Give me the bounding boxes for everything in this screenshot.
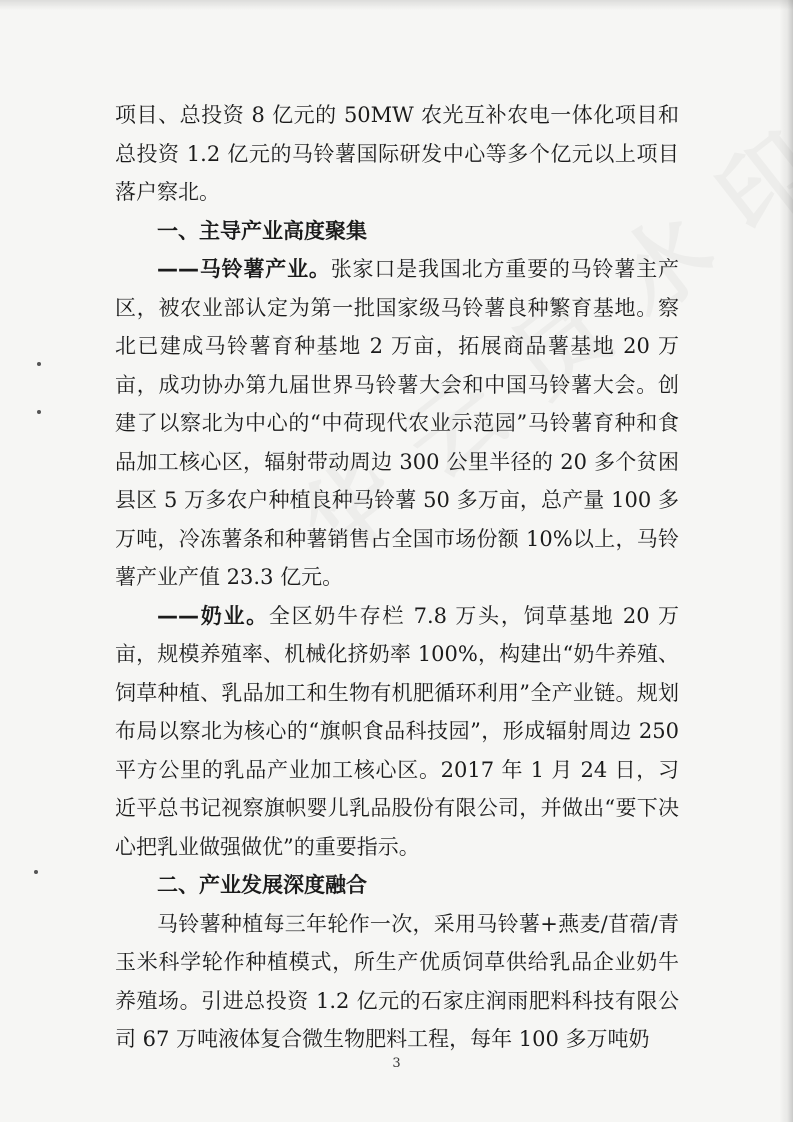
paragraph <box>115 250 679 597</box>
paragraph-text: 张家口是我国北方重要的马铃薯主产区，被农业部认定为第一批国家级马铃薯良种繁育基地。察北已建成马铃薯育种基地 2 万亩，拓展商品薯基地 20 万亩，成功协办第九届世界马铃薯大会和中国马铃薯大会。创建了以察北为中心的“中荷现代农业示范园”马铃薯育种和食品加工核心区，辐射带动周边 300 公里半径的 20 多个贫困县区 5 万多农户种植良种马铃薯 50 多万亩，总产量 100 多万吨，冷冻薯条和种薯销售占全国市场份额 10%以上，马铃薯产业产值 23.3 亿元。 <box>115 257 680 589</box>
paragraph: 项目、总投资 8 亿元的 50MW 农光互补农电一体化项目和总投资 1.2 亿元的马铃薯国际研发中心等多个亿元以上项目落户察北。 <box>115 103 679 204</box>
scan-shadow-top <box>0 0 793 10</box>
scan-speck <box>37 362 41 366</box>
document-body <box>115 96 679 1059</box>
page-number: 3 <box>392 1056 401 1071</box>
paragraph-lead: ——马铃薯产业。 <box>157 257 331 281</box>
paragraph <box>115 597 679 867</box>
section-heading: 一、主导产业高度聚集 <box>157 218 367 243</box>
scan-speck <box>37 410 41 414</box>
paragraph: 马铃薯种植每三年轮作一次，采用马铃薯+燕麦/苜蓿/青玉米科学轮作种植模式，所生产优质饲草供给乳品企业奶牛养殖场。引进总投资 1.2 亿元的石家庄润雨肥料科技有限公司 67 万吨液体复合微生物肥料工程，每年 100 多万吨奶 <box>115 911 679 1051</box>
paragraph-text: 全区奶牛存栏 7.8 万头，饲草基地 20 万亩，规模养殖率、机械化挤奶率 100%，构建出“奶牛养殖、饲草种植、乳品加工和生物有机肥循环利用”全产业链。规划布局以察北为核心的“旗帜食品科技园”，形成辐射周边 250 平方公里的乳品产业加工核心区。2017 年 1 月 24 日，习近平总书记视察旗帜婴儿乳品股份有限公司，并做出“要下决心把乳业做强做优”的重要指示。 <box>115 603 679 859</box>
scan-speck <box>34 870 38 874</box>
paragraph-lead: ——奶业。 <box>157 603 269 628</box>
section-heading: 二、产业发展深度融合 <box>157 873 367 897</box>
